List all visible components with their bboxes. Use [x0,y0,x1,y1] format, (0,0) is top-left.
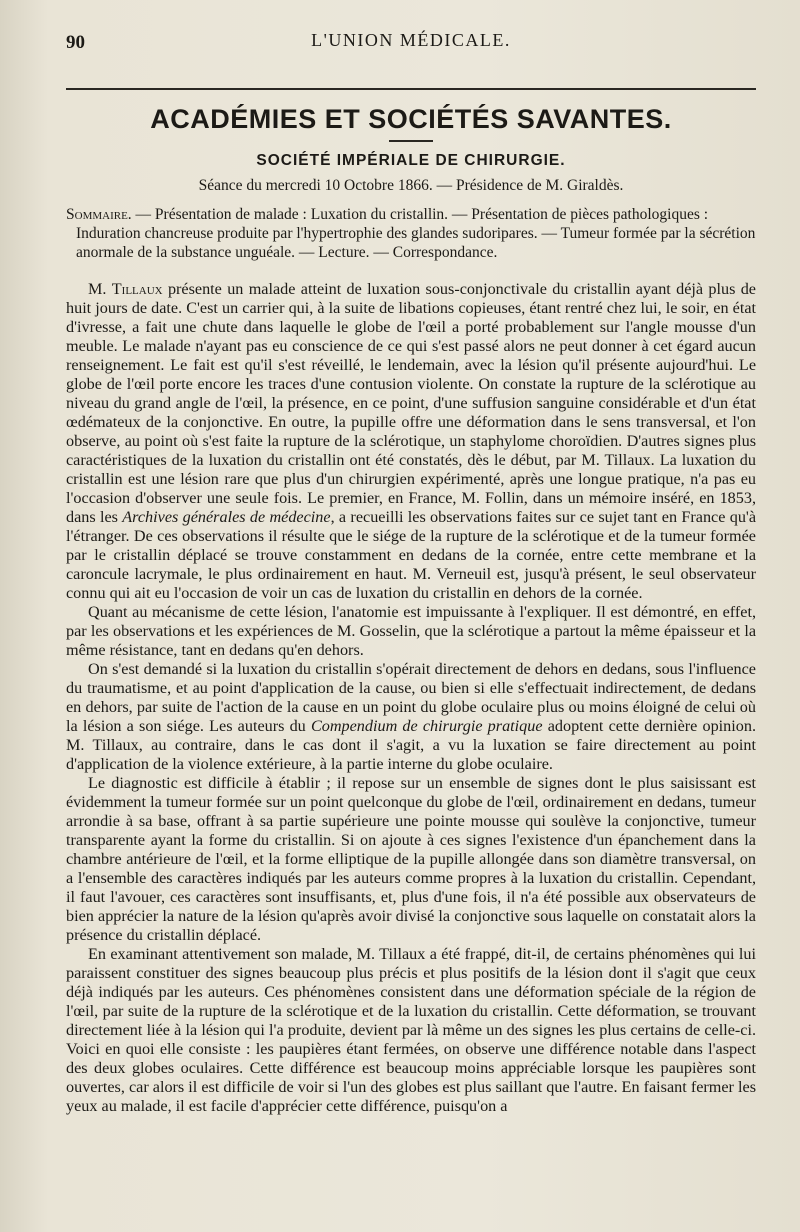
paragraph-4: Le diagnostic est difficile à établir ; il repose sur un ensemble de signes dont le plus saisissant est évidemment la tumeur formée sur un point quelconque du globe de l'œil, ordinairement en dedans, tumeur arrondie à sa base, offrant à sa partie supérieure une pointe mousse qui soulève la conjonctive, tumeur transparente ayant la forme du cristallin. Si on ajoute à ces signes l'existence d'un épanchement dans la chambre antérieure de l'œil, et la forme elliptique de la pupille allongée dans son diamètre transversal, on a l'ensemble des caractères indiqués par les auteurs comme propres à la luxation du cristallin. Cependant, il faut l'avouer, ces caractères sont insuffisants, et, plus d'une fois, il n'a été possible aux observateurs de bien apprécier la nature de la lésion qu'après avoir divisé la conjonctive sous laquelle on constatait alors la présence du cristallin déplacé. [66,774,756,944]
journal-title: Archives générales de médecine [122,508,331,526]
paragraph-5: En examinant attentivement son malade, M. Tillaux a été frappé, dit-il, de certains phénomènes qui lui paraissent constituer des signes beaucoup plus précis et plus positifs de la lésion dont il s'agit que ceux déjà indiqués par les auteurs. Ces phénomènes consistent dans une déformation spéciale de la région de l'œil, par suite de la rupture de la sclérotique et de la luxation du cristallin. Cette déformation, se trouvant directement liée à la lésion qui l'a produite, devient par là même un des signes les plus certains de celle-ci. Voici en quoi elle consiste : les paupières étant fermées, on observe une différence notable dans l'aspect des deux globes oculaires. Cette différence est beaucoup moins appréciable lorsque les paupières sont ouvertes, car alors il est difficile de voir si l'un des globes est plus saillant que l'autre. En faisant fermer les yeux au malade, il est facile d'apprécier cette différence, puisqu'on a [66,945,756,1115]
title-divider [389,140,433,142]
summary-paragraph [66,205,756,262]
paragraph-1-text-b: présente un malade atteint de luxation sous-conjonctivale du cristallin ayant déjà plus de huit jours de date. C'est un carrier qui, à la suite de libations copieuses, étant rentré chez lui, le soir, en état d'ivresse, a fait une chute dans laquelle le globe de l'œil a porté probablement sur l'angle mousse d'un meuble. Le malade n'ayant pas eu conscience de ce qui s'est passé alors ne peut donner à cet égard aucun renseignement. Le fait est qu'il s'est réveillé, le lendemain, avec la lésion qu'il présente aujourd'hui. Le globe de l'œil porte encore les traces d'une contusion violente. On constate la rupture de la sclérotique au niveau du grand angle de l'œil, la présence, en ce point, d'une suffusion sanguine considérable et d'un état œdémateux de la conjonctive. En outre, la pupille offre une déformation dans le sens transversal, et l'on observe, au point où s'est faite la rupture de la sclérotique, un staphylome choroïdien. D'autres signes plus caractéristiques de la luxation du cristallin ont été constatés, dès le début, par M. Tillaux. La luxation du cristallin est une lésion rare que plus d'un chirurgien expérimenté, après une longue pratique, n'a pas eu l'occasion d'observer une seule fois. Le premier, en France, M. Follin, dans un mémoire inséré, en 1853, dans les [66,280,756,526]
running-head: L'UNION MÉDICALE. [311,30,511,50]
section-title: ACADÉMIES ET SOCIÉTÉS SAVANTES. [150,104,672,134]
speaker-name: Tillaux [111,280,163,298]
session-line: Séance du mercredi 10 Octobre 1866. — Présidence de M. Giraldès. [198,177,624,194]
page-header [66,28,756,54]
paragraph-3 [66,660,756,774]
paragraph-1-text-a: M. [88,280,112,298]
paragraph-3-text-b: adoptent cette dernière opinion. M. Tillaux, au contraire, dans le cas dont il s'agit, a vu la luxation se faire directement au point d'application de la violence extérieure, à la partie interne du globe oculaire. [66,717,756,773]
summary-block [66,205,756,262]
paragraph-1-text-c: , a recueilli les observations faites sur ce sujet tant en France qu'à l'étranger. De ces observations il résulte que le siége de la rupture de la sclérotique et de la tumeur formée par le cristallin déplacé se trouve constamment en dedans de la cornée, entre cette membrane et la caroncule lacrymale, le plus ordinairement en haut. M. Verneuil est, jusqu'à présent, le seul observateur connu qui ait eu l'occasion de voir un cas de luxation du cristallin en dehors de la cornée. [66,508,757,602]
paragraph-3-text-a: On s'est demandé si la luxation du cristallin s'opérait directement de dehors en dedans, sous l'influence du traumatisme, et au point d'application de la cause, ou bien si elle s'effectuait indirectement, de dedans en dehors, par suite de l'action de la cause en un point du globe oculaire plus ou moins éloigné de celui où la lésion a son siége. Les auteurs du [66,660,756,735]
society-heading: SOCIÉTÉ IMPÉRIALE DE CHIRURGIE. [256,152,566,169]
page-number: 90 [66,32,85,53]
header-rule [66,88,756,90]
paragraph-2: Quant au mécanisme de cette lésion, l'anatomie est impuissante à l'expliquer. Il est démontré, en effet, par les observations et les expériences de M. Gosselin, que la sclérotique a partout la même épaisseur et la même résistance, tant en dedans qu'en dehors. [66,603,756,659]
summary-label: Sommaire. [66,206,132,223]
book-title: Compendium de chirurgie pratique [310,717,543,735]
article-body [66,280,756,1116]
paragraph-1 [66,280,756,603]
summary-text: — Présentation de malade : Luxation du cristallin. — Présentation de pièces pathologiques : Induration chancreuse produite par l'hypertrophie des glandes sudoripares. — Tumeur formée par la sécrétion anormale de la substance unguéale. — Lecture. — Correspondance. [76,206,756,261]
